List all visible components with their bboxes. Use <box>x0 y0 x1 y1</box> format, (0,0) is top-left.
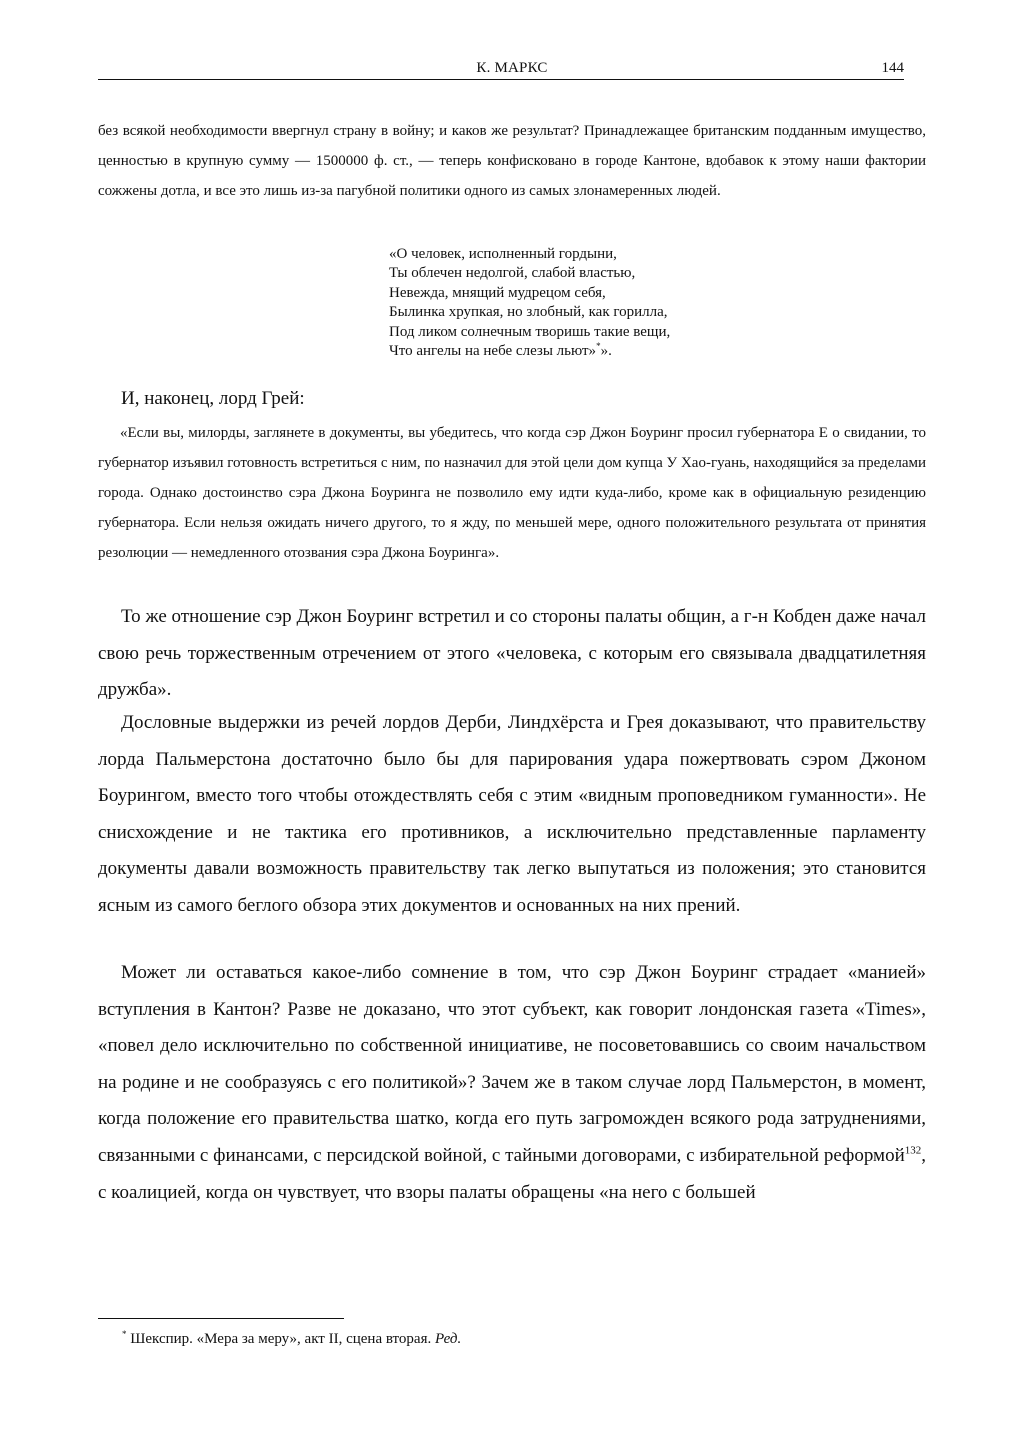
footnote-text: Шекспир. «Мера за меру», акт II, сцена вторая. <box>126 1331 435 1347</box>
paragraph: Дословные выдержки из речей лордов Дерби, Линдхёрста и Грея доказывают, что правительству лорда Пальмерстона достаточно было бы для парирования удара пожертвовать сэром Джоном Боурингом, вместо того чтобы отождествлять себя с этим «видным проповедником гуманности». Не снисхождение и не тактика его противников, а исключительно представленные парламенту документы давали возможность правительству так легко выпутаться из положения; это становится ясным из самого беглого обзора этих документов и основанных на них прений. <box>98 712 926 916</box>
verse-line-last <box>389 342 809 361</box>
paragraph-text: , с коалицией, когда он чувствует, что взоры палаты обращены «на него с большей <box>98 1144 926 1203</box>
verse-line: «О человек, исполненный гордыни, <box>389 246 617 262</box>
lead-line: И, наконец, лорд Грей: <box>121 388 305 409</box>
paragraph-continuation: без всякой необходимости ввергнул страну в войну; и каков же результат? Принадлежащее британским подданным имущество, ценностью в крупную сумму — 1500000 ф. ст., — теперь конфисковано в городе Кантоне, вдобавок к этому наши фактории сожжены дотла, и все это лишь из-за пагубной политики одного из самых злонамеренных людей. <box>98 123 926 199</box>
block-quote: «Если вы, милорды, заглянете в документы, вы убедитесь, что когда сэр Джон Боуринг просил губернатора Е о свидании, то губернатор изъявил готовность встретиться с ним, по назначил для этой цели дом купца У Хао-гуань, находящийся за пределами города. Однако достоинство сэра Джона Боуринга не позволило ему идти куда-либо, кроме как в официальную резиденцию губернатора. Если нельзя ожидать ничего другого, то я жду, по меньшей мере, одного положительного результата от принятия резолюции — немедленного отозвания сэра Джона Боуринга». <box>98 425 926 562</box>
verse-line: Былинка хрупкая, но злобный, как горилла, <box>389 304 668 321</box>
paragraph-text: Может ли оставаться какое-либо сомнение в том, что сэр Джон Боуринг страдает «манией» вступления в Кантон? Разве не доказано, что этот субъект, как говорит лондонская газета «Times», «повел дело исключительно по собственной инициативе, не посоветовавшись со своим начальством на родине и не сообразуясь с его политикой»? Зачем же в таком случае лорд Пальмерстон, в момент, когда положение его правительства шатко, когда его путь загроможден всякого рода затруднениями, связанными с финансами, с персидской войной, с тайными договорами, с избирательной реформой <box>98 962 926 1166</box>
footnote-rule <box>98 1318 344 1319</box>
endnote-reference: 132 <box>904 1144 922 1157</box>
footnote-marker: * <box>122 1329 127 1339</box>
verse-closing: ». <box>600 343 612 360</box>
verse-line: Ты облечен недолгой, слабой властью, <box>389 265 636 282</box>
verse-quotation <box>389 245 809 361</box>
footnote-marker: * <box>596 341 601 352</box>
page-header <box>98 60 926 80</box>
footnote <box>122 1328 461 1350</box>
verse-line-text: Что ангелы на небе слезы льют» <box>389 343 597 360</box>
paragraph <box>98 955 926 1211</box>
editor-mark: Ред. <box>434 1331 462 1347</box>
paragraph: То же отношение сэр Джон Боуринг встретил и со стороны палаты общин, а г-н Кобден даже начал свою речь торжественным отречением от этого «человека, с которым его связывала двадцатилетняя дружба». <box>98 606 926 701</box>
verse-line: Под ликом солнечным творишь такие вещи, <box>389 323 671 340</box>
page-number: 144 <box>881 60 904 76</box>
running-title: К. МАРКС <box>476 60 548 76</box>
verse-line: Невежда, мнящий мудрецом себя, <box>389 284 606 301</box>
header-rule <box>98 79 904 80</box>
